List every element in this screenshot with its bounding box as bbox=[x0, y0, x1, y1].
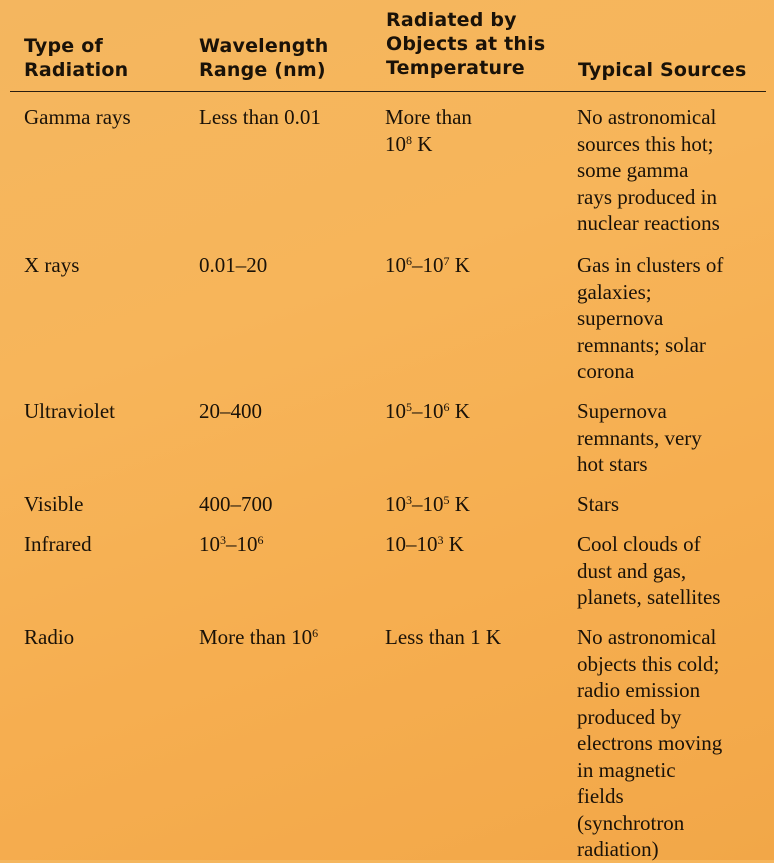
row-infrared-type: Infrared bbox=[24, 532, 92, 556]
row-radio-sources: No astronomical objects this cold; radio emission produced by electrons moving in magnetic fields (synchrotron radiation) bbox=[577, 625, 723, 861]
row-infrared-sources: Cool clouds of dust and gas, planets, satellites bbox=[577, 532, 721, 609]
header-type-of-radiation: Type of Radiation bbox=[24, 35, 129, 81]
row-gamma-wavelength: Less than 0.01 bbox=[199, 105, 321, 129]
row-xray-sources: Gas in clusters of galaxies; supernova remnants; solar corona bbox=[577, 253, 724, 383]
row-ultraviolet-sources: Supernova remnants, very hot stars bbox=[577, 399, 702, 476]
header-typical-sources: Typical Sources bbox=[578, 59, 747, 81]
row-xray-temperature: $10^6-10^7$ K bbox=[385, 253, 470, 277]
row-visible-sources: Stars bbox=[577, 492, 619, 516]
row-radio-type: Radio bbox=[24, 625, 75, 649]
row-xray-type: X rays bbox=[24, 253, 80, 277]
row-infrared-wavelength: $10^3-10^6$ bbox=[199, 532, 264, 556]
header-radiated-temperature: Radiated by Objects at this Temperature bbox=[386, 9, 546, 79]
row-xray-wavelength: 0.01–20 bbox=[199, 253, 268, 277]
row-radio-wavelength: More than $10^6$ bbox=[199, 625, 319, 649]
row-gamma-sources: No astronomical sources this hot; some gamma rays produced in nuclear reactions bbox=[577, 105, 720, 235]
row-ultraviolet-temperature: $10^5-10^6$ K bbox=[385, 399, 470, 423]
row-visible-type: Visible bbox=[24, 492, 84, 516]
row-visible-temperature: $10^3-10^5$ K bbox=[385, 492, 470, 516]
header-divider bbox=[10, 91, 766, 92]
row-ultraviolet-type: Ultraviolet bbox=[24, 399, 115, 423]
row-visible-wavelength: 400–700 bbox=[199, 492, 273, 516]
row-infrared-temperature: $10-10^3$ K bbox=[385, 532, 464, 556]
row-radio-temperature: Less than 1 K bbox=[385, 625, 502, 649]
header-wavelength-range: Wavelength Range (nm) bbox=[199, 35, 329, 81]
row-gamma-type: Gamma rays bbox=[24, 105, 131, 129]
row-gamma-temperature: More than $10^8$ K bbox=[385, 105, 472, 156]
row-ultraviolet-wavelength: 20–400 bbox=[199, 399, 262, 423]
